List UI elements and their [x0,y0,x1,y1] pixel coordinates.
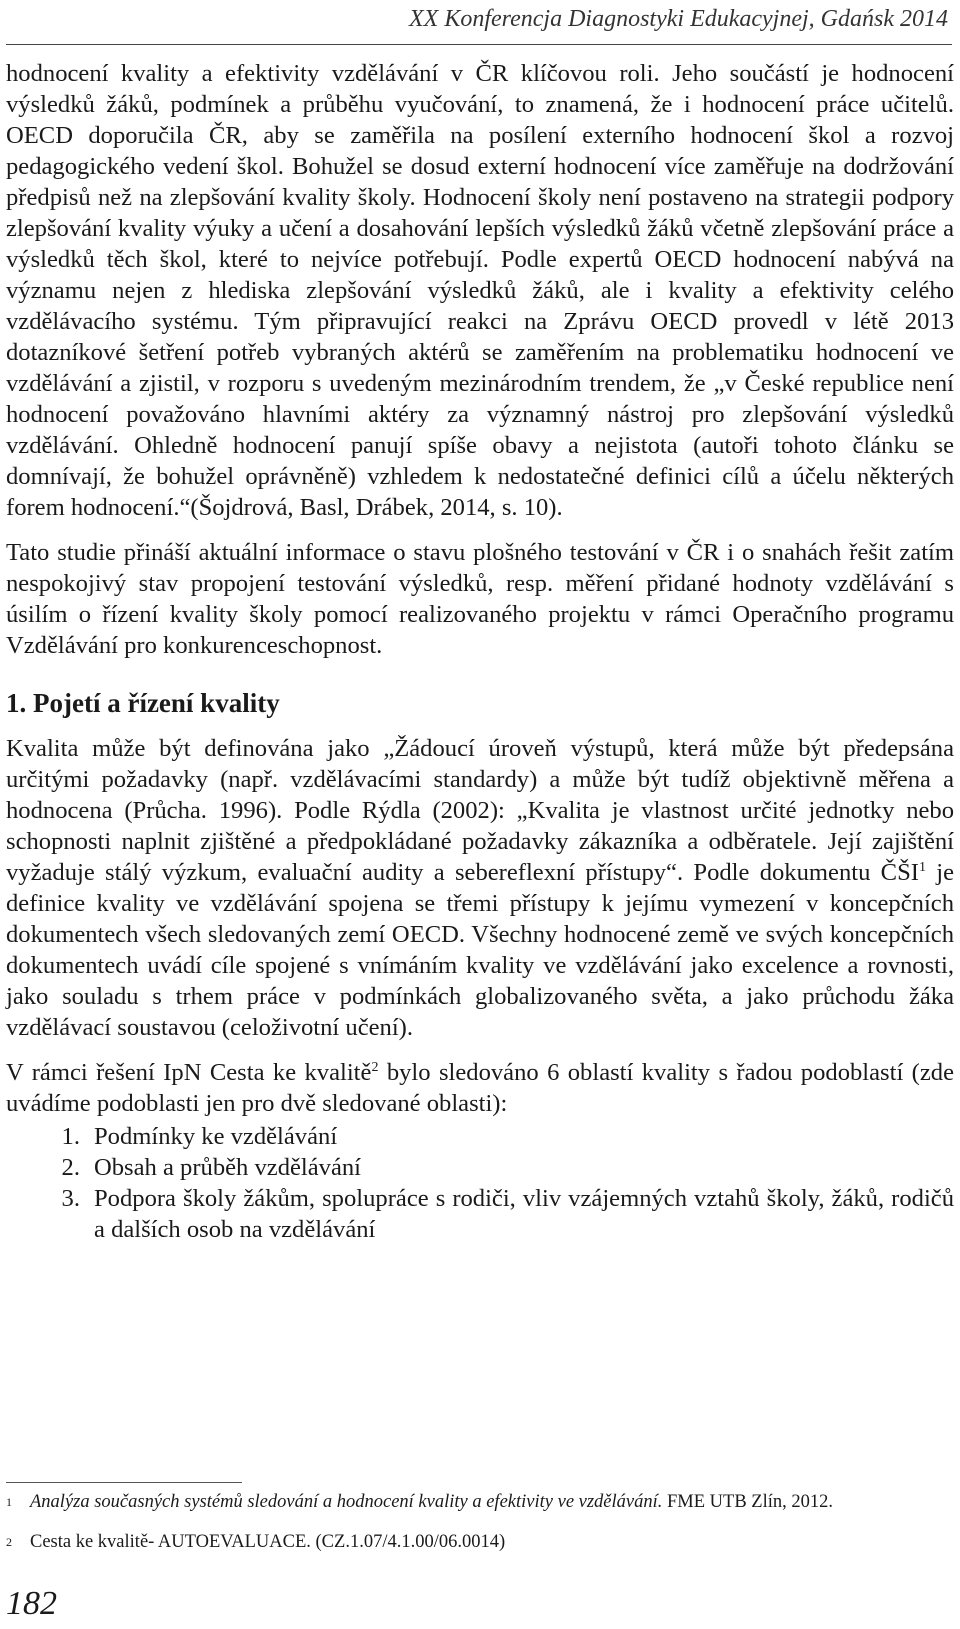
list-text: Podmínky ke vzdělávání [94,1123,338,1150]
running-header: XX Konferencja Diagnostyki Edukacyjnej, Gdańsk 2014 [409,6,948,32]
footnote-2 [6,1530,954,1554]
paragraph-4 [6,1057,954,1119]
footnote-mark: 1 [6,1495,12,1509]
list-item [6,1183,954,1245]
footnote-text [30,1490,833,1514]
list-number: 2. [61,1154,80,1181]
list-number: 1. [61,1123,80,1150]
footnote-source: Cesta ke kvalitě- AUTOEVALUACE. (CZ.1.07/4.1.00/06.0014) [30,1532,506,1552]
paragraph-3 [6,733,954,1043]
header-rule [6,44,952,45]
list-text: Obsah a průběh vzdělávání [94,1154,362,1181]
body-text [6,58,954,1245]
list-item [6,1121,954,1152]
paragraph-3-part-a: Kvalita může být definována jako „Žádoucí úroveň výstupů, která může být předepsána určitými požadavky (např. vzdělávacími standardy) a může být tudíž objektivně měřena a hodnocena (Průcha. 1996). Podle Rýdla (2002): „Kvalita je vlastnost určité jednotky nebo schopnosti naplnit zjištěné a předpokládané požadavky zákazníka a odběratele. Její zajištění vyžaduje stálý výzkum, evaluační audity a sebereflexní přístupy“. Podle dokumentu ČŠI [6,735,954,886]
footnote-rule [6,1482,242,1483]
footnote-source: FME UTB Zlín, 2012. [662,1492,834,1512]
footnote-text [30,1530,505,1554]
section-heading: 1. Pojetí a řízení kvality [6,688,280,718]
footnote-mark: 2 [6,1535,12,1549]
footnote-ref-2[interactable]: 2 [371,1059,379,1075]
list-text: Podpora školy žákům, spolupráce s rodiči, vliv vzájemných vztahů školy, žáků, rodičů a dalších osob na vzdělávání [94,1185,954,1243]
footnotes [6,1490,954,1570]
page-number: 182 [6,1585,57,1622]
footnote-title: Analýza současných systémů sledování a hodnocení kvality a efektivity ve vzdělávání. [30,1492,663,1512]
paragraph-4-part-b: bylo sledováno 6 oblastí kvality s řadou podoblastí (zde uvádíme podoblasti jen pro dvě sledované oblasti): [6,1059,954,1117]
footnote-ref-1[interactable]: 1 [918,859,926,875]
paragraph-3-part-b: je definice kvality ve vzdělávání spojena se třemi přístupy k jejímu vymezení v koncepčních dokumentech všech sledovaných zemí OECD. Všechny hodnocené země ve svých koncepčních dokumentech uvádí cíle spojené s vnímáním kvality ve vzdělávání jako excelence a rovnosti, jako souladu s trhem práce v podmínkách globalizovaného světa, a jako průchodu žáka vzdělávací soustavou (celoživotní učení). [6,859,954,1041]
area-list [6,1121,954,1245]
paragraph-1: hodnocení kvality a efektivity vzdělávání v ČR klíčovou roli. Jeho součástí je hodnocení výsledků žáků, podmínek a průběhu vyučování, to znamená, že i hodnocení práce učitelů. OECD doporučila ČR, aby se zaměřila na posílení externího hodnocení škol a rozvoj pedagogického vedení škol. Bohužel se dosud externí hodnocení více zaměřuje na dodržování předpisů než na zlepšování kvality školy. Hodnocení školy není postaveno na strategii podpory zlepšování kvality výuky a učení a dosahování lepších výsledků žáků včetně zlepšování práce a výsledků těch škol, které to nejvíce potřebují. Podle expertů OECD hodnocení nabývá na významu nejen z hlediska zlepšování výsledků žáků, ale i kvality a efektivity celého vzdělávacího systému. Tým připravující reakci na Zprávu OECD provedl v létě 2013 dotazníkové šetření potřeb vybraných aktérů se zaměřením na problematiku hodnocení ve vzdělávání a zjistil, v rozporu s uvedeným mezinárodním trendem, že „v České republice není hodnocení považováno hlavními aktéry za významný nástroj pro zlepšování výsledků vzdělávání. Ohledně hodnocení panují spíše obavy a nejistota (autoři tohoto článku se domnívají, že bohužel oprávněně) vzhledem k nedostatečné definici cílů a účelu některých forem hodnocení.“(Šojdrová, Basl, Drábek, 2014, s. 10). [6,60,954,521]
paragraph-4-part-a: V rámci řešení IpN Cesta ke kvalitě [6,1059,372,1086]
list-item [6,1152,954,1183]
list-number: 3. [61,1185,80,1212]
paragraph-2: Tato studie přináší aktuální informace o stavu plošného testování v ČR i o snahách řešit zatím nespokojivý stav propojení testování výsledků, resp. měření přidané hodnoty vzdělávání s úsilím o řízení kvality školy pomocí realizovaného projektu v rámci Operačního programu Vzdělávání pro konkurenceschopnost. [6,539,954,659]
footnote-1 [6,1490,954,1514]
